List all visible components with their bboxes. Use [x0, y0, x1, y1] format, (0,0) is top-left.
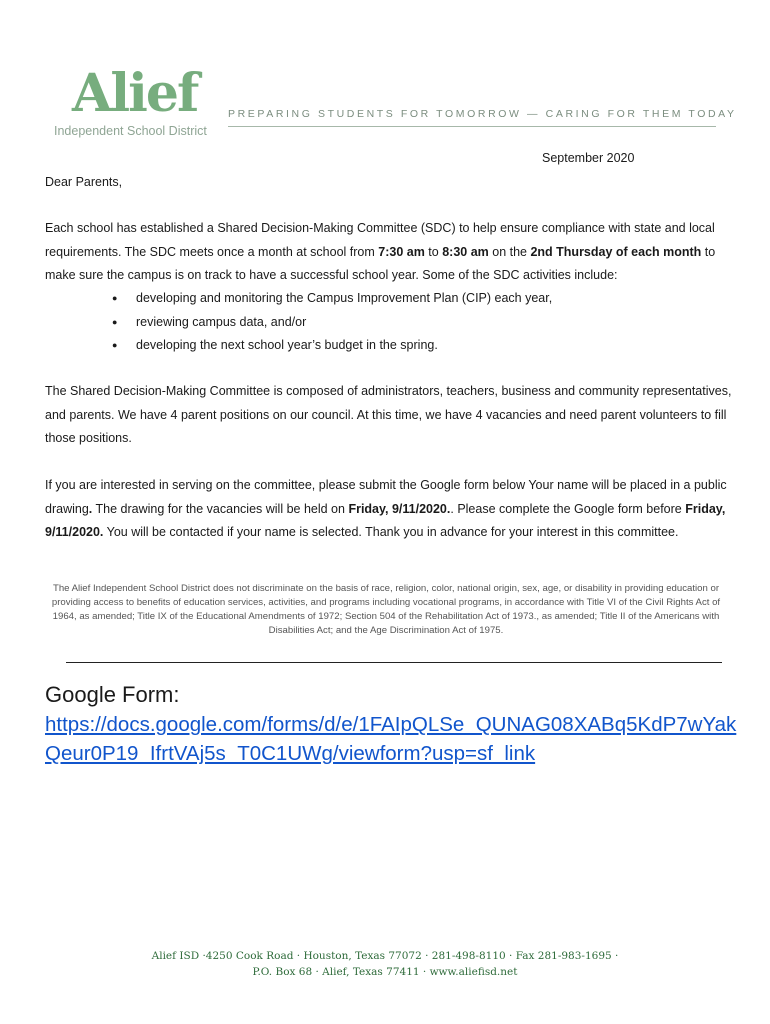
letter-date: September 2020 [542, 151, 635, 165]
nondiscrimination-statement: The Alief Independent School District does not discriminate on the basis of race, religion, color, national origin, sex, age, or disability in providing education or providing access to benefits of education services, activities, and programs including vocational programs, in accordance with Title VI of the Civil Rights Act of 1964, as amended; Title IX of the Educational Amendments of 1972; Section 504 of the Rehabilitation Act of 1973., as amended; Title II of the Americans with Disabilities Act; and the Age Discrimination Act of 1975. [51, 583, 721, 636]
footer-address-line: Alief ISD ·4250 Cook Road · Houston, Texas 77072 · 281-498-8110 · Fax 281-983-1695 · [151, 950, 619, 962]
logo-subtitle: Independent School District [54, 124, 207, 138]
drawing-date: Friday, 9/11/2020. [348, 501, 451, 516]
paragraph-committee-composition: The Shared Decision-Making Committee is composed of administrators, teachers, business and community representatives, and parents. We have 4 parent positions on our council. At this time, we have 4 vacancies and need parent volunteers to fill those positions. [45, 384, 732, 445]
google-form-link[interactable]: https://docs.google.com/forms/d/e/1FAIpQLSe_QUNAG08XABq5KdP7wYakQeur0P19_IfrtVAj5s_T0C1UWg/viewform?usp=sf_link [45, 713, 737, 765]
list-item: ● developing and monitoring the Campus Improvement Plan (CIP) each year, [112, 287, 552, 311]
list-item: ● reviewing campus data, and/or [112, 311, 552, 335]
tagline-divider [228, 126, 716, 127]
footer-po-box-line: P.O. Box 68 · Alief, Texas 77411 · www.aliefisd.net [252, 966, 518, 978]
letterhead-footer [0, 948, 770, 980]
letterhead-tagline: PREPARING STUDENTS FOR TOMORROW — CARING FOR THEM TODAY [228, 108, 737, 120]
paragraph-how-to-apply: If you are interested in serving on the committee, please submit the Google form below Your name will be placed in a public drawing. The drawing for the vacancies will be held on Friday, 9/11/2020.. Please complete the Google form before Friday, 9/11/2020. You will be contacted if your name is selected. Thank you in advance for your interest in this committee. [45, 478, 727, 539]
time-start: 7:30 am [378, 244, 425, 259]
logo-wordmark: Alief [72, 63, 198, 124]
salutation: Dear Parents, [45, 175, 123, 189]
sdc-activities-list [112, 287, 552, 358]
meeting-day: 2nd Thursday of each month [530, 244, 702, 259]
alief-logo [50, 63, 220, 144]
paragraph-sdc-intro: Each school has established a Shared Decision-Making Committee (SDC) to help ensure compliance with state and local requirements. The SDC meets once a month at school from 7:30 am to 8:30 am on the 2nd Thursday of each month to make sure the campus is on track to have a successful school year. Some of the SDC activities include: [45, 221, 716, 282]
list-item: ● developing the next school year’s budget in the spring. [112, 334, 552, 358]
deadline-date: Friday, 9/11/2020. [45, 501, 726, 539]
google-form-label: Google Form: [45, 682, 180, 707]
time-end: 8:30 am [442, 244, 489, 259]
section-divider [66, 662, 722, 663]
